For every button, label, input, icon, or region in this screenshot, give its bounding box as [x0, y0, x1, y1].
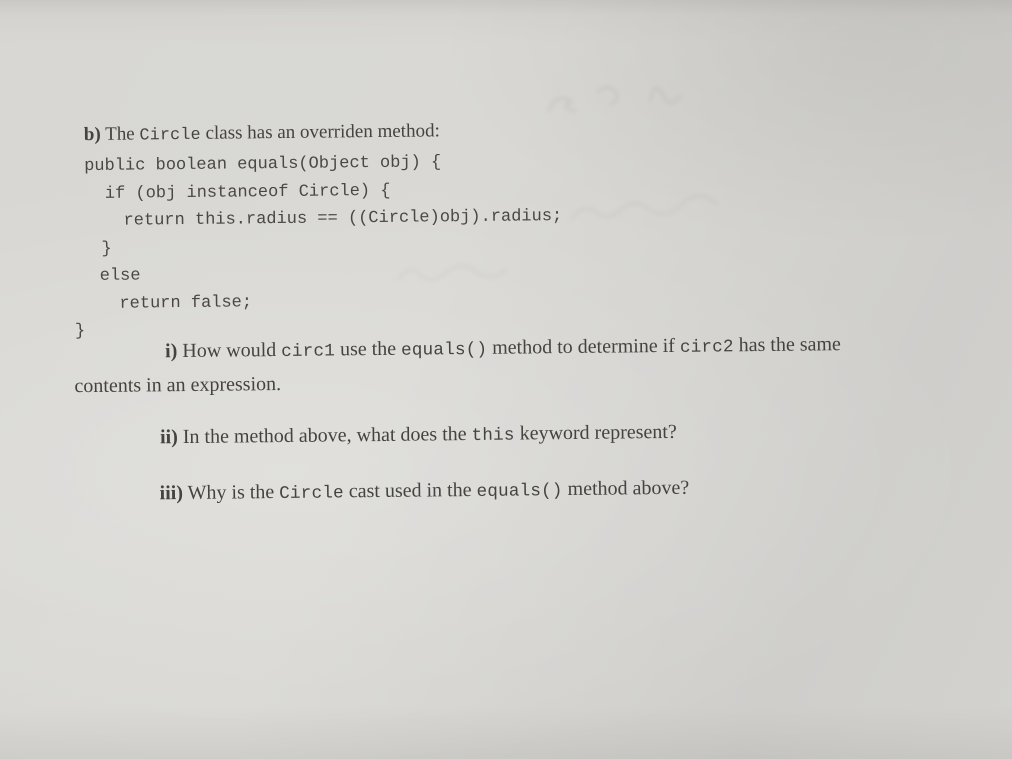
question-iii-text: cast used in the [343, 478, 477, 503]
question-i-text: has the same [733, 333, 841, 357]
code-block [74, 148, 563, 345]
inline-code-this: this [471, 425, 515, 447]
inline-code-circ2: circ2 [679, 337, 734, 358]
code-line: } [74, 322, 86, 342]
code-line: else [79, 266, 141, 287]
question-i-text: method to determine if [487, 334, 681, 359]
intro-text: class has an overriden method: [200, 120, 440, 144]
question-i-label: i) [164, 340, 178, 363]
question-ii-label: ii) [159, 426, 178, 449]
question-iii-text: Why is the [182, 481, 280, 505]
inline-code-equals: equals() [401, 339, 488, 361]
question-ii [160, 421, 677, 449]
intro-line [84, 120, 440, 146]
question-ii-text: In the method above, what does the [177, 423, 472, 449]
code-line: return false; [78, 292, 253, 314]
inline-code-circ1: circ1 [281, 341, 336, 363]
inline-code-equals-2: equals() [476, 481, 563, 502]
question-i-line2: contents in an expression. [74, 373, 282, 398]
question-iii-label: iii) [159, 482, 184, 505]
question-iii [159, 477, 689, 506]
question-iii-text: method above? [562, 476, 690, 501]
inline-code-circle-cast: Circle [279, 483, 344, 505]
part-label: b) [83, 123, 101, 146]
intro-text: The [100, 123, 140, 145]
question-i-text: use the [334, 337, 402, 361]
code-line: } [80, 239, 112, 259]
inline-code-circle: Circle [139, 125, 201, 146]
code-line: public boolean equals(Object obj) { [84, 153, 442, 177]
question-ii-text: keyword represent? [514, 420, 677, 445]
code-line: return this.radius == ((Circle)obj).radius; [82, 207, 563, 232]
code-line: if (obj instanceof Circle) { [84, 181, 391, 204]
question-i-text: How would [177, 339, 282, 363]
